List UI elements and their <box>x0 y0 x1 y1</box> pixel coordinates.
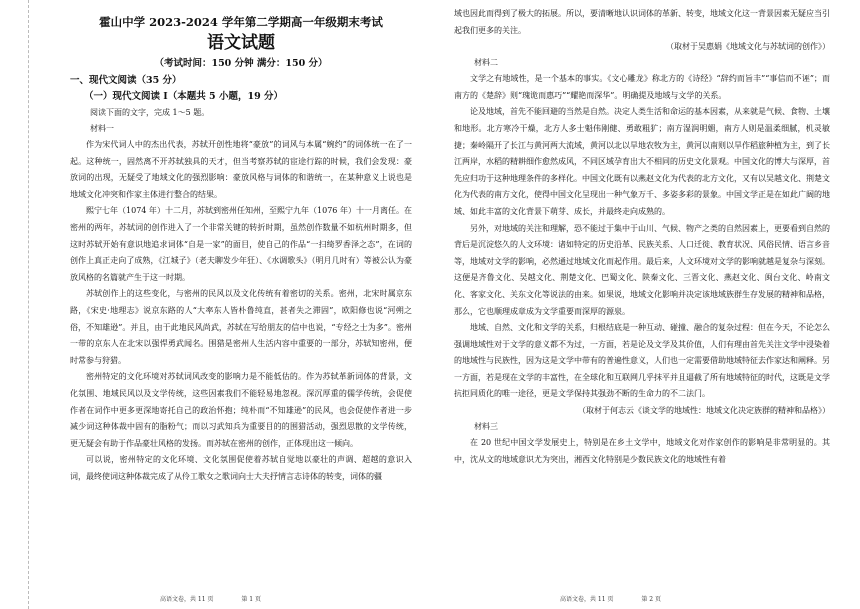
material-1-label: 材料一 <box>90 124 114 133</box>
source-1: （取材于吴惠娟《地域文化与苏轼词的创作》） <box>666 42 830 52</box>
paragraph: 在 20 世纪中国文学发展史上，特别是在乡土文学中，地域文化对作家创作的影响是非常明显的。其中，沈从文的地域意识尤为突出，湘西文化特别是少数民族文化的地域性有着 <box>454 438 830 464</box>
footer-total-pages: 高语文卷，共 11 页 <box>160 596 214 603</box>
paragraph: 文学之有地域性，是一个基本的事实。《文心雕龙》称北方的《诗经》“辞约而旨丰”“事信而不诬”；而南方的《楚辞》则“瑰诡而惠巧”“耀艳而深华”。明确提及地域与文学的关系。 <box>454 74 830 100</box>
paragraph: 另外，对地域的关注和理解，恐不能过于集中于山川、气候、物产之类的自然因素上，更要看到自然的背后是沉淀悠久的人文环境：诸如特定的历史沿革、民族关系、人口迁徙、教育状况、风俗民情、语言乡音等，地域对文学的影响，必然通过地域文化而起作用。最后来，人文环境对文学的影响就越是复杂与深刻。这便是齐鲁文化、吴越文化、荆楚文化、巴蜀文化、陕秦文化、三晋文化、燕赵文化、闽台文化、岭南文化、客家文化、关东文化等说法的由来。如果说，地域文化影响并决定该地域族群生存发展的精神和品格，那么，它也顺理成章成为文学重要而深厚的源泉。 <box>454 223 830 316</box>
subsection-heading: （一）现代文阅读 I（本题共 5 小题，19 分） <box>84 91 284 102</box>
footer-right <box>560 594 687 603</box>
paragraph: 密州特定的文化环境对苏轼词风改变的影响力是不能低估的。作为苏轼革新词体的背景，文化氛围、地域民风以及文学传统，这些因素我们不能轻易地忽视。深沉厚重的儒学传统，会促使作者在词作中更多更深地寄托自己的政治怀抱；纯朴而“不知雄逊”的民风，也会促使作者进一步减少词这种体裁中固有的脂粉气；而以习武知兵为重要目的的围猎活动，强烈思散的文学传统，更无疑会有助于作品豪壮风格的发扬。而苏轼在密州的创作，正体现出这一倾向。 <box>70 372 412 448</box>
paragraph: 苏轼创作上的这些变化，与密州的民风以及文化传统有着密切的关系。密州，北宋时属京东路，《宋史·地理志》说京东路的人“大率东人皆朴鲁纯直，甚者失之滞固”，欧阳修也说“河朔之俗，不知雄逊”。并且，由于此地民风尚武，苏轼在写给朋友的信中也说，“专经之士为多”。密州一带的京东人在北宋以强悍勇武闻名。围猎是密州人生活内容中重要的一部分，苏轼知密州，便时常参与狩猎。 <box>70 289 412 365</box>
section-heading: 一、现代文阅读（35 分） <box>70 75 182 86</box>
paragraph: 可以说，密州特定的文化环境、文化氛围促使着苏轼自觉地以豪壮的声调、超越的意识入词，最终使词这种体裁完成了从伶工歌女之歌词向士大夫抒情言志诗体的转变，词体的疆 <box>70 455 412 481</box>
material-2-label: 材料二 <box>474 58 498 68</box>
paragraph: 作为宋代词人中的杰出代表，苏轼开创性地将“豪放”的词风与本属“婉约”的词体统一在了一起。这种统一，固然离不开苏轼独具的天才，但当考察苏轼的宦途行踪的时候，我们会发现：豪放词的出现，无疑受了地域文化的强烈影响：豪放风格与词体的和谐统一，在某种意义上说也是地域文化冲突和作家主体进行整合的结果。 <box>70 140 412 199</box>
source-2: （取材于何志云《谈文学的地域性：地域文化决定族群的精神和品格》） <box>578 406 830 416</box>
paragraph-continuation: 域也因此而得到了极大的拓展。所以，要清晰地认识词体的革新、转变，地域文化这一背景因素无疑应当引起我们更多的关注。 <box>454 9 830 35</box>
footer-total-pages: 高语文卷，共 11 页 <box>560 596 614 603</box>
page-right <box>430 0 860 609</box>
exam-meta: （考试时间：150 分钟 满分：150 分） <box>154 58 328 69</box>
footer-left <box>160 594 287 603</box>
instruction: 阅读下面的文字，完成 1～5 题。 <box>90 108 210 117</box>
paragraph: 论及地域，首先不能回避的当然是自然。决定人类生活和命运的基本因素，从来就是气候、食物、土壤和地形。北方寒冷干燥，北方人多士魁伟刚健、勇敢粗犷；南方湿润明媚，南方人则是温柔细腻，机灵敏捷；秦岭隔开了长江与黄河两大流域，黄河以北以旱地农牧为主，黄河以南则以旱作稻旅种植为主，到了长江两岸，水稻的精耕细作愈然成风，不同区域孕育出大不相同的历史文化景观。中国文化的博大与深厚，首先应归功于这种地理条件的多样化。中国文化既有以燕赵文化为代表的北方文化，又有以吴越文化、荆楚文化为代表的南方文化，使得中国文化呈现出一种气象万千、多姿多彩的景象。中国文学正是在如此广阔的地域、如此丰富的文化背景下萌芽、成长，并最终走向成熟的。 <box>454 107 830 216</box>
exam-subtitle: 语文试题 <box>207 33 275 53</box>
footer-page-number: 第 2 页 <box>641 596 662 603</box>
footer-page-number: 第 1 页 <box>241 596 262 603</box>
paragraph: 熙宁七年（1074 年）十二月，苏轼到密州任知州，至熙宁九年（1076 年）十一月离任。在密州的两年，苏轼词的创作进入了一个非常关键的转折时期，虽然创作数量不如杭州时期多，但这时苏轼开始有意识地追求词体“自是一家”的面目，使自己的作品“一扫绮罗香泽之态”，在词的创作上真正走向了成熟，《江城子》（老夫聊发少年狂）、《水调歌头》（明月几时有）等被公认为豪放风格的名篇就产生于这一时期。 <box>70 206 412 282</box>
paragraph: 地域、自然、文化和文学的关系，归根结底是一种互动、碰撞、融合的复杂过程：但在今天，不论怎么强调地域性对于文学的意义都不为过，一方面，若是论及文学及其价值，人们有理由首先关注文学中浸染着的地域性与民族性，因为这是文学中带有的普遍性意义，人们也一定需要借助地域特征去作家达和阐释。另一方面，若是现在文学的丰富性，在全球化和互联网几乎抹平并且逼截了所有地域特征的时代，这既是文学抗拒同质化的唯一途径，更是文学保持其强劲不断的生命力的不二法门。 <box>454 323 830 399</box>
material-3-label: 材料三 <box>474 422 498 432</box>
exam-title: 霍山中学 2023-2024 学年第二学期高一年级期末考试 <box>99 15 383 29</box>
